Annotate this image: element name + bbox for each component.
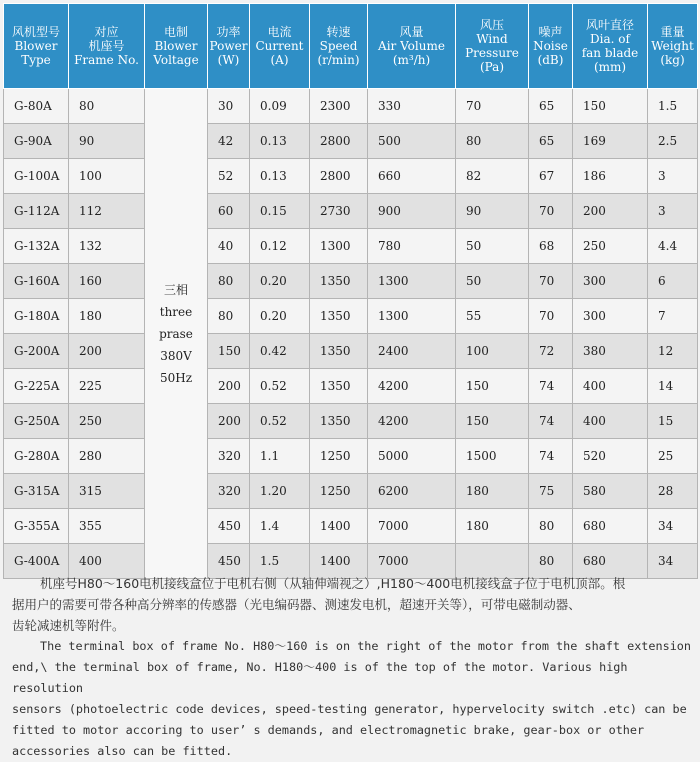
data-cell: 780 xyxy=(368,229,456,264)
data-cell: 1.5 xyxy=(250,544,310,579)
data-cell: 70 xyxy=(529,299,573,334)
data-cell: 1350 xyxy=(310,299,368,334)
data-cell: 6200 xyxy=(368,474,456,509)
column-header-line: 对应 xyxy=(94,25,119,39)
data-cell: 1.1 xyxy=(250,439,310,474)
data-cell: 82 xyxy=(456,159,529,194)
data-cell: 160 xyxy=(69,264,145,299)
data-cell: 200 xyxy=(573,194,648,229)
column-header-line: Air Volume xyxy=(378,39,445,53)
table-row xyxy=(4,404,698,439)
column-header-line: Frame No. xyxy=(74,53,139,67)
data-cell: 80 xyxy=(529,509,573,544)
data-cell: 355 xyxy=(69,509,145,544)
column-header-line: 电流 xyxy=(267,25,292,39)
type-cell: G-250A xyxy=(4,404,69,439)
data-cell: 80 xyxy=(456,124,529,159)
data-cell: 680 xyxy=(573,509,648,544)
data-cell: 150 xyxy=(573,89,648,124)
data-cell: 72 xyxy=(529,334,573,369)
table-row xyxy=(4,89,698,124)
data-cell: 7000 xyxy=(368,509,456,544)
type-cell: G-225A xyxy=(4,369,69,404)
data-cell: 3 xyxy=(648,194,698,229)
data-cell: 1400 xyxy=(310,509,368,544)
note-en-line-2: end,\ the terminal box of frame, No. H180～400 is of the top of the motor. Various high resolution xyxy=(12,660,628,695)
column-header xyxy=(573,4,648,89)
data-cell: 90 xyxy=(456,194,529,229)
data-cell: 0.13 xyxy=(250,159,310,194)
table-row xyxy=(4,229,698,264)
column-header xyxy=(250,4,310,89)
data-cell: 34 xyxy=(648,509,698,544)
data-cell: 4200 xyxy=(368,369,456,404)
data-cell: 5000 xyxy=(368,439,456,474)
data-cell: 660 xyxy=(368,159,456,194)
table-row xyxy=(4,509,698,544)
data-cell: 30 xyxy=(208,89,250,124)
column-header-line: 电制 xyxy=(163,25,188,39)
type-cell: G-132A xyxy=(4,229,69,264)
note-en-line-4: fitted to motor accoring to user’ s demands, and electromagnetic brake, gear-box or other xyxy=(12,723,645,737)
voltage-line: 380V xyxy=(160,348,192,363)
type-cell: G-100A xyxy=(4,159,69,194)
column-header-line: Blower xyxy=(154,39,198,53)
data-cell: 28 xyxy=(648,474,698,509)
data-cell: 75 xyxy=(529,474,573,509)
type-cell: G-315A xyxy=(4,474,69,509)
data-cell: 280 xyxy=(69,439,145,474)
data-cell: 80 xyxy=(529,544,573,579)
data-cell: 67 xyxy=(529,159,573,194)
column-header-line: 噪声 xyxy=(538,25,563,39)
data-cell: 112 xyxy=(69,194,145,229)
column-header xyxy=(310,4,368,89)
column-header-line: Dia. of xyxy=(590,32,630,46)
data-cell: 0.20 xyxy=(250,299,310,334)
data-cell: 1400 xyxy=(310,544,368,579)
type-cell: G-160A xyxy=(4,264,69,299)
notes-block xyxy=(12,573,692,762)
column-header-line: (m³/h) xyxy=(392,53,431,67)
data-cell: 4.4 xyxy=(648,229,698,264)
data-cell: 50 xyxy=(456,264,529,299)
data-cell: 315 xyxy=(69,474,145,509)
table-row xyxy=(4,124,698,159)
data-cell: 400 xyxy=(69,544,145,579)
column-header-line: 转速 xyxy=(326,25,351,39)
data-cell: 250 xyxy=(573,229,648,264)
data-cell: 0.09 xyxy=(250,89,310,124)
column-header-line: 风叶直径 xyxy=(585,18,634,32)
table-row xyxy=(4,334,698,369)
table-header-row xyxy=(4,4,698,89)
data-cell: 320 xyxy=(208,439,250,474)
column-header-line: 风压 xyxy=(479,18,504,32)
data-cell: 0.15 xyxy=(250,194,310,229)
data-cell: 4200 xyxy=(368,404,456,439)
note-en-line-5: accessories also can be fitted. xyxy=(12,744,233,758)
data-cell: 0.20 xyxy=(250,264,310,299)
data-cell: 74 xyxy=(529,404,573,439)
data-cell: 90 xyxy=(69,124,145,159)
data-cell: 200 xyxy=(69,334,145,369)
data-cell: 300 xyxy=(573,264,648,299)
voltage-line: prase xyxy=(159,326,193,341)
data-cell: 1350 xyxy=(310,404,368,439)
data-cell: 1.5 xyxy=(648,89,698,124)
column-header xyxy=(529,4,573,89)
data-cell: 80 xyxy=(69,89,145,124)
data-cell: 0.42 xyxy=(250,334,310,369)
type-cell: G-90A xyxy=(4,124,69,159)
data-cell: 450 xyxy=(208,544,250,579)
voltage-cell xyxy=(145,89,208,579)
data-cell: 1500 xyxy=(456,439,529,474)
data-cell: 74 xyxy=(529,439,573,474)
data-cell: 0.13 xyxy=(250,124,310,159)
data-cell: 2.5 xyxy=(648,124,698,159)
data-cell: 1.4 xyxy=(250,509,310,544)
data-cell: 52 xyxy=(208,159,250,194)
data-cell: 580 xyxy=(573,474,648,509)
column-header xyxy=(456,4,529,89)
data-cell: 42 xyxy=(208,124,250,159)
data-cell: 68 xyxy=(529,229,573,264)
data-cell: 330 xyxy=(368,89,456,124)
data-cell: 225 xyxy=(69,369,145,404)
type-cell: G-180A xyxy=(4,299,69,334)
data-cell: 900 xyxy=(368,194,456,229)
data-cell: 1300 xyxy=(310,229,368,264)
column-header xyxy=(368,4,456,89)
data-cell: 60 xyxy=(208,194,250,229)
blower-spec-table xyxy=(3,3,698,579)
column-header-line: Power xyxy=(209,39,248,53)
column-header-line: 机座号 xyxy=(88,39,125,53)
data-cell: 65 xyxy=(529,89,573,124)
voltage-line: three xyxy=(159,304,193,319)
data-cell: 40 xyxy=(208,229,250,264)
data-cell: 150 xyxy=(208,334,250,369)
data-cell: 500 xyxy=(368,124,456,159)
data-cell: 200 xyxy=(208,404,250,439)
data-cell: 1350 xyxy=(310,264,368,299)
data-cell: 0.52 xyxy=(250,404,310,439)
data-cell: 2800 xyxy=(310,159,368,194)
column-header-line: Type xyxy=(21,53,51,67)
data-cell: 70 xyxy=(529,194,573,229)
data-cell: 80 xyxy=(208,299,250,334)
data-cell: 74 xyxy=(529,369,573,404)
data-cell: 34 xyxy=(648,544,698,579)
data-cell: 100 xyxy=(69,159,145,194)
data-cell: 100 xyxy=(456,334,529,369)
data-cell: 7 xyxy=(648,299,698,334)
column-header-line: (mm) xyxy=(593,60,627,74)
column-header-line: Noise xyxy=(533,39,568,53)
type-cell: G-280A xyxy=(4,439,69,474)
data-cell: 400 xyxy=(573,369,648,404)
data-cell: 1350 xyxy=(310,334,368,369)
data-cell: 180 xyxy=(69,299,145,334)
data-cell: 2300 xyxy=(310,89,368,124)
data-cell: 132 xyxy=(69,229,145,264)
data-cell: 55 xyxy=(456,299,529,334)
data-cell: 65 xyxy=(529,124,573,159)
data-cell: 2730 xyxy=(310,194,368,229)
column-header xyxy=(4,4,69,89)
column-header-line: (A) xyxy=(270,53,289,67)
data-cell: 320 xyxy=(208,474,250,509)
column-header-line: (Pa) xyxy=(479,60,505,74)
column-header-line: (W) xyxy=(217,53,240,67)
data-cell: 2400 xyxy=(368,334,456,369)
data-cell: 80 xyxy=(208,264,250,299)
table-row xyxy=(4,474,698,509)
data-cell: 1300 xyxy=(368,299,456,334)
data-cell: 70 xyxy=(529,264,573,299)
data-cell: 0.52 xyxy=(250,369,310,404)
note-en-line-1: The terminal box of frame No. H80～160 is on the right of the motor from the shaft extension xyxy=(40,639,692,653)
table-row xyxy=(4,264,698,299)
column-header-line: (kg) xyxy=(660,53,685,67)
column-header xyxy=(648,4,698,89)
column-header-line: fan blade xyxy=(581,46,639,60)
column-header-line: Blower xyxy=(14,39,58,53)
data-cell: 14 xyxy=(648,369,698,404)
column-header-line: 风机型号 xyxy=(11,25,60,39)
column-header-line: Pressure xyxy=(465,46,519,60)
column-header-line: 重量 xyxy=(660,25,685,39)
data-cell: 25 xyxy=(648,439,698,474)
data-cell: 180 xyxy=(456,509,529,544)
data-cell: 180 xyxy=(456,474,529,509)
note-cn-line-3: 齿轮减速机等附件。 xyxy=(12,618,125,633)
type-cell: G-80A xyxy=(4,89,69,124)
data-cell: 200 xyxy=(208,369,250,404)
note-cn-line-2: 据用户的需要可带各种高分辨率的传感器（光电编码器、测速发电机，超速开关等），可带电磁制动器、 xyxy=(12,597,581,612)
data-cell: 0.12 xyxy=(250,229,310,264)
data-cell: 1250 xyxy=(310,439,368,474)
voltage-line: 三相 xyxy=(163,282,188,297)
data-cell: 3 xyxy=(648,159,698,194)
data-cell: 380 xyxy=(573,334,648,369)
data-cell: 400 xyxy=(573,404,648,439)
note-cn-line-1: 机座号H80～160电机接线盒位于电机右侧（从轴伸端视之）,H180～400电机接线盒子位于电机顶部。根 xyxy=(40,576,626,591)
data-cell: 1350 xyxy=(310,369,368,404)
data-cell: 450 xyxy=(208,509,250,544)
column-header-line: Weight xyxy=(651,39,694,53)
data-cell: 520 xyxy=(573,439,648,474)
data-cell: 70 xyxy=(456,89,529,124)
column-header-line: (dB) xyxy=(537,53,564,67)
type-cell: G-400A xyxy=(4,544,69,579)
type-cell: G-355A xyxy=(4,509,69,544)
column-header-line: 功率 xyxy=(216,25,241,39)
table-row xyxy=(4,159,698,194)
data-cell: 1250 xyxy=(310,474,368,509)
data-cell: 169 xyxy=(573,124,648,159)
data-cell: 1.20 xyxy=(250,474,310,509)
column-header xyxy=(208,4,250,89)
column-header-line: (r/min) xyxy=(317,53,360,67)
table-body xyxy=(4,89,698,579)
data-cell: 150 xyxy=(456,404,529,439)
data-cell: 150 xyxy=(456,369,529,404)
note-en-line-3: sensors (photoelectric code devices, speed-testing generator, hypervelocity switch .etc) can be xyxy=(12,702,687,716)
type-cell: G-112A xyxy=(4,194,69,229)
column-header-line: Voltage xyxy=(153,53,199,67)
data-cell: 50 xyxy=(456,229,529,264)
data-cell: 2800 xyxy=(310,124,368,159)
column-header-line: Speed xyxy=(319,39,358,53)
data-cell: 1300 xyxy=(368,264,456,299)
column-header-line: Wind xyxy=(476,32,508,46)
data-cell: 7000 xyxy=(368,544,456,579)
type-cell: G-200A xyxy=(4,334,69,369)
data-cell: 12 xyxy=(648,334,698,369)
table-row xyxy=(4,439,698,474)
data-cell: 680 xyxy=(573,544,648,579)
data-cell: 186 xyxy=(573,159,648,194)
voltage-line: 50Hz xyxy=(159,370,193,385)
column-header xyxy=(69,4,145,89)
table-row xyxy=(4,369,698,404)
data-cell: 300 xyxy=(573,299,648,334)
data-cell: 6 xyxy=(648,264,698,299)
column-header-line: 风量 xyxy=(399,25,424,39)
column-header xyxy=(145,4,208,89)
table-row xyxy=(4,299,698,334)
table-row xyxy=(4,194,698,229)
column-header-line: Current xyxy=(255,39,304,53)
data-cell: 250 xyxy=(69,404,145,439)
data-cell: 15 xyxy=(648,404,698,439)
